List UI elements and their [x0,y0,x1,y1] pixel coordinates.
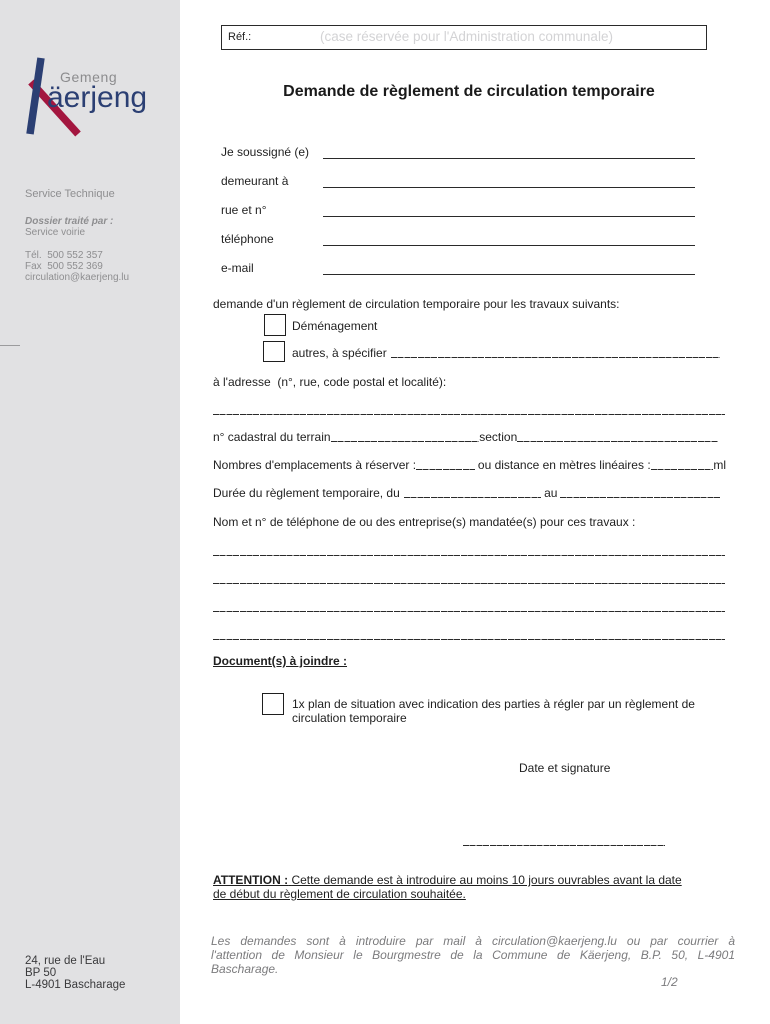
page-number: 1/2 [661,975,678,989]
duration-from-label: Durée du règlement temporaire, du [213,486,400,500]
duration-to-label: au [544,486,558,500]
duration-from-field[interactable] [404,486,541,498]
kaerjeng-logo [0,0,180,150]
footer-line-3: Bascharage. [211,962,279,976]
logo-small-word: Gemeng [60,69,118,85]
address-field[interactable] [213,414,725,415]
contractors-prompt: Nom et n° de téléphone de ou des entreprise(s) mandatée(s) pour ces travaux : [213,515,636,529]
reference-box[interactable] [221,25,707,50]
notice-line-1 [213,873,682,887]
identity-label-name: Je soussigné (e) [221,145,310,159]
moving-checkbox[interactable] [264,314,286,336]
site-plan-label-line-1: 1x plan de situation avec indication des parties à régler par un règlement de [292,697,695,711]
identity-label-email: e-mail [221,261,254,275]
identity-label-residence: demeurant à [221,174,289,188]
section-field[interactable] [517,430,718,442]
site-plan-label-line-2: circulation temporaire [292,711,407,725]
sidebar [0,0,180,1024]
phone-field[interactable] [323,232,695,246]
signature-field[interactable] [463,845,665,846]
dossier-label: Dossier traité par : [25,216,114,227]
parcel-field[interactable] [331,430,480,442]
fold-mark [0,345,20,346]
footer-line-1: Les demandes sont à introduire par mail à circulation@kaerjeng.lu ou par courrier à [211,934,735,948]
phone-number: Tél. 500 552 357 [25,250,103,261]
address-prompt: à l'adresse (n°, rue, code postal et localité): [213,375,447,389]
moving-label: Déménagement [292,319,378,333]
address-street: 24, rue de l'Eau [25,955,106,967]
notice-text-1: Cette demande est à introduire au moins 10 jours ouvrables avant la date [291,873,682,887]
notice-line-2: de début du règlement de circulation souhaitée. [213,887,466,901]
other-works-label: autres, à spécifier [292,346,387,360]
parcel-label: n° cadastral du terrain [213,430,331,444]
duration-row [213,486,720,500]
reference-label: Réf.: [228,31,252,43]
distance-field[interactable] [651,458,714,470]
duration-to-field[interactable] [560,486,720,498]
other-works-field[interactable] [391,346,720,358]
site-plan-checkbox[interactable] [262,693,284,715]
spaces-count-field[interactable] [416,458,475,470]
footer-line-2: l'attention de Monsieur le Bourgmestre de la Commune de Käerjeng, B.P. 50, L-4901 [211,948,735,962]
name-field[interactable] [323,145,695,159]
identity-label-street: rue et n° [221,203,267,217]
other-works-row [292,346,720,360]
fax-number: Fax 500 552 369 [25,261,103,272]
contact-email: circulation@kaerjeng.lu [25,272,130,283]
distance-unit: ml [713,458,726,472]
distance-label: ou distance en mètres linéaires : [477,458,651,472]
service-name: Service Technique [25,188,115,200]
contractor-field-2[interactable] [213,583,725,584]
contractor-field-1[interactable] [213,555,725,556]
contractor-field-3[interactable] [213,611,725,612]
spaces-count-label: Nombres d'emplacements à réserver : [213,458,417,472]
street-field[interactable] [323,203,695,217]
address-city: L-4901 Bascharage [25,979,126,991]
contractor-field-4[interactable] [213,639,725,640]
reference-placeholder: (case réservée pour l'Administration communale) [320,29,613,44]
form-title: Demande de règlement de circulation temporaire [283,83,655,100]
notice-label: ATTENTION : [213,873,289,887]
request-intro: demande d'un règlement de circulation temporaire pour les travaux suivants: [213,297,620,311]
other-works-checkbox[interactable] [263,341,285,362]
email-field[interactable] [323,261,695,275]
identity-label-phone: téléphone [221,232,274,246]
signature-label: Date et signature [519,761,611,775]
section-label: section [479,430,518,444]
logo-main-word: äerjeng [47,81,148,114]
address-po-box: BP 50 [25,967,57,979]
dossier-value: Service voirie [25,227,86,238]
residence-field[interactable] [323,174,695,188]
attachments-heading: Document(s) à joindre : [213,654,348,668]
spaces-row [213,458,726,472]
cadastre-row [213,430,718,444]
